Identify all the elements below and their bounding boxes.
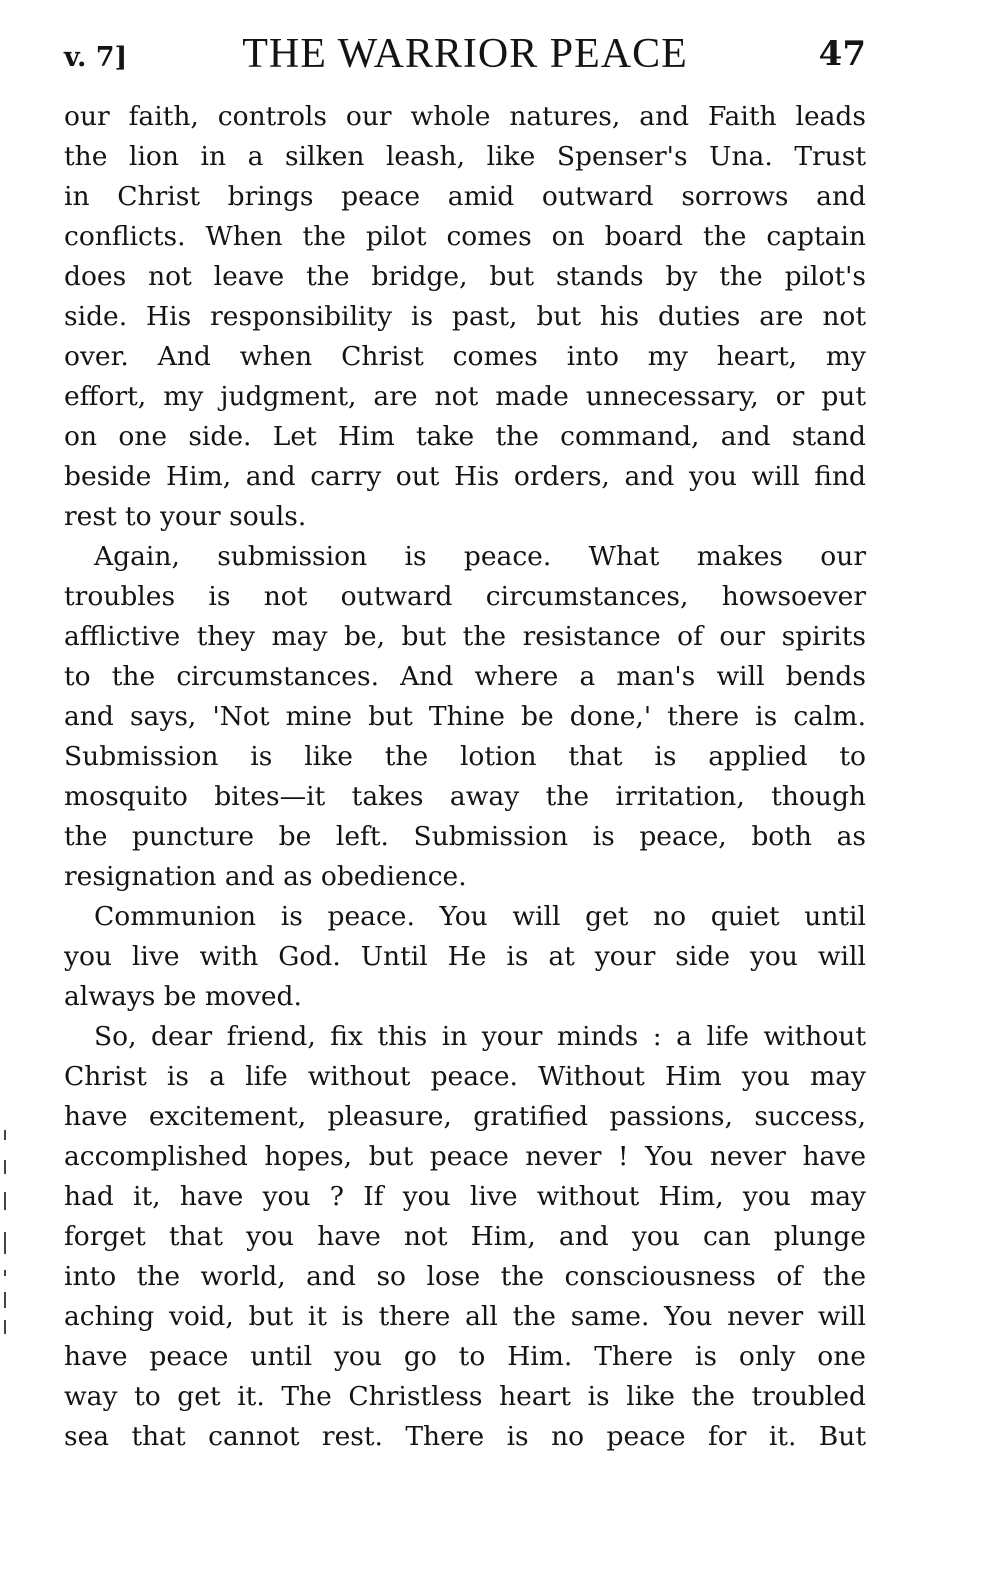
text-line: into the world, and so lose the consciousness of the [64,1261,866,1292]
text-line: over. And when Christ comes into my heart, my [64,341,866,372]
text-line: troubles is not outward circumstances, howsoever [64,581,866,612]
text-line: Submission is like the lotion that is applied to [64,741,866,772]
text-line: sea that cannot rest. There is no peace for it. But [64,1421,866,1452]
text-line: forget that you have not Him, and you can plunge [64,1221,866,1252]
header-title: THE WARRIOR PEACE [242,31,688,77]
page-number: 47 [818,34,866,74]
text-line: resignation and as obedience. [64,861,467,892]
text-line: in Christ brings peace amid outward sorrows and [64,181,866,212]
running-header [64,28,866,76]
text-line: have excitement, pleasure, gratified passions, success, [64,1101,866,1132]
text-line: accomplished hopes, but peace never ! You never have [64,1141,866,1172]
text-line: Communion is peace. You will get no quiet until [94,901,866,932]
text-line: to the circumstances. And where a man's will bends [64,661,866,692]
text-line: our faith, controls our whole natures, and Faith leads [64,101,866,132]
text-line: always be moved. [64,981,302,1012]
text-line: rest to your souls. [64,501,307,532]
text-line: does not leave the bridge, but stands by the pilot's [64,261,866,292]
text-line: afflictive they may be, but the resistance of our spirits [64,621,866,652]
text-line: conflicts. When the pilot comes on board the captain [64,221,866,252]
text-line: mosquito bites—it takes away the irritation, though [64,781,866,812]
text-line: aching void, but it is there all the same. You never will [64,1301,866,1332]
text-line: effort, my judgment, are not made unnecessary, or put [64,381,866,412]
text-line: side. His responsibility is past, but his duties are not [64,301,866,332]
text-line: had it, have you ? If you live without Him, you may [64,1181,866,1212]
text-line: way to get it. The Christless heart is like the troubled [64,1381,866,1412]
paragraph [64,1017,866,1457]
body-text [64,97,866,1457]
paragraph [64,897,866,1017]
margin-scan-marks [2,1120,8,1340]
paragraph [64,537,866,897]
text-line: So, dear friend, fix this in your minds : a life without [94,1021,866,1052]
text-line: and says, 'Not mine but Thine be done,' there is calm. [64,701,866,732]
text-line: on one side. Let Him take the command, and stand [64,421,866,452]
text-line: the lion in a silken leash, like Spenser's Una. Trust [64,141,866,172]
text-line: beside Him, and carry out His orders, and you will find [64,461,866,492]
text-line: have peace until you go to Him. There is only one [64,1341,866,1372]
text-line: you live with God. Until He is at your side you will [64,941,866,972]
paragraph [64,97,866,537]
text-line: the puncture be left. Submission is peace, both as [64,821,866,852]
text-line: Christ is a life without peace. Without Him you may [64,1061,866,1092]
header-verse-ref: v. 7] [64,42,128,73]
text-line: Again, submission is peace. What makes our [94,541,866,572]
